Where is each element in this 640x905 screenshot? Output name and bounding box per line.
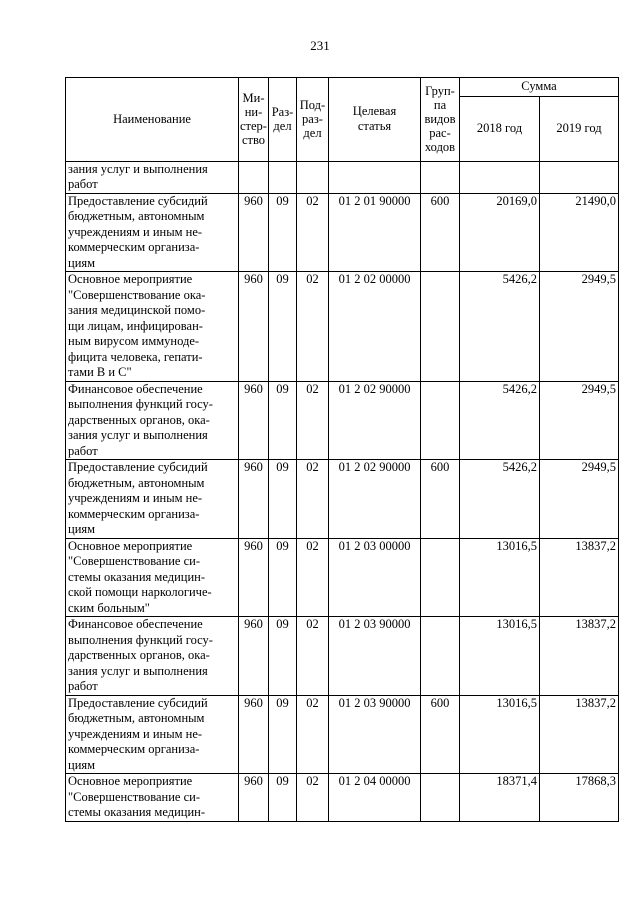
row-subsection: 02	[297, 381, 329, 460]
row-section: 09	[269, 381, 297, 460]
row-sum-2018: 5426,2	[460, 381, 540, 460]
row-sum-2019: 13837,2	[540, 538, 619, 617]
row-sum-2019: 2949,5	[540, 460, 619, 539]
row-ministry: 960	[239, 272, 269, 382]
table-row	[66, 161, 619, 193]
row-sum-2019	[540, 161, 619, 193]
header-subsection: Под- раз- дел	[297, 78, 329, 162]
row-target: 01 2 01 90000	[329, 193, 421, 272]
row-subsection: 02	[297, 538, 329, 617]
table-row	[66, 272, 619, 382]
row-subsection: 02	[297, 774, 329, 822]
header-year-2018: 2018 год	[460, 96, 540, 161]
row-group	[421, 381, 460, 460]
row-section: 09	[269, 460, 297, 539]
row-section: 09	[269, 193, 297, 272]
row-name: Основное мероприятие "Совершенствование си- стемы оказания медицин- ской помощи наркологиче- ским больным"	[66, 538, 239, 617]
row-section: 09	[269, 617, 297, 696]
table-row	[66, 381, 619, 460]
row-section: 09	[269, 272, 297, 382]
row-name: Предоставление субсидий бюджетным, автономным учреждениям и иным не- коммерческим организа- циям	[66, 193, 239, 272]
row-subsection: 02	[297, 272, 329, 382]
row-group: 600	[421, 460, 460, 539]
row-section: 09	[269, 538, 297, 617]
row-subsection: 02	[297, 193, 329, 272]
row-target: 01 2 02 90000	[329, 460, 421, 539]
row-sum-2018: 13016,5	[460, 695, 540, 774]
row-target: 01 2 02 00000	[329, 272, 421, 382]
row-sum-2019: 13837,2	[540, 695, 619, 774]
row-target: 01 2 03 90000	[329, 617, 421, 696]
row-sum-2018: 5426,2	[460, 460, 540, 539]
row-group	[421, 538, 460, 617]
row-sum-2018	[460, 161, 540, 193]
header-year-2019: 2019 год	[540, 96, 619, 161]
row-subsection	[297, 161, 329, 193]
row-sum-2019: 2949,5	[540, 272, 619, 382]
row-group	[421, 774, 460, 822]
header-group: Груп- па видов рас- ходов	[421, 78, 460, 162]
row-target	[329, 161, 421, 193]
row-target: 01 2 02 90000	[329, 381, 421, 460]
row-ministry: 960	[239, 193, 269, 272]
row-sum-2018: 13016,5	[460, 617, 540, 696]
row-subsection: 02	[297, 617, 329, 696]
row-group: 600	[421, 695, 460, 774]
table-row	[66, 695, 619, 774]
row-ministry: 960	[239, 695, 269, 774]
row-subsection: 02	[297, 460, 329, 539]
page-number: 231	[310, 38, 330, 53]
budget-table	[65, 77, 619, 822]
row-name: Предоставление субсидий бюджетным, автономным учреждениям и иным не- коммерческим организа- циям	[66, 695, 239, 774]
header-section: Раз- дел	[269, 78, 297, 162]
row-group: 600	[421, 193, 460, 272]
table-row	[66, 774, 619, 822]
row-target: 01 2 03 00000	[329, 538, 421, 617]
row-sum-2018: 5426,2	[460, 272, 540, 382]
row-ministry: 960	[239, 381, 269, 460]
header-name: Наименование	[66, 78, 239, 162]
row-name: зания услуг и выполнения работ	[66, 161, 239, 193]
row-ministry: 960	[239, 538, 269, 617]
row-group	[421, 161, 460, 193]
header-sum: Сумма	[460, 78, 619, 97]
row-name: Финансовое обеспечение выполнения функций госу- дарственных органов, ока- зания услуг и выполнения работ	[66, 617, 239, 696]
row-sum-2019: 17868,3	[540, 774, 619, 822]
table-row	[66, 460, 619, 539]
row-group	[421, 272, 460, 382]
row-ministry: 960	[239, 617, 269, 696]
header-ministry: Ми- ни- стер- ство	[239, 78, 269, 162]
table-row	[66, 538, 619, 617]
row-subsection: 02	[297, 695, 329, 774]
row-sum-2019: 2949,5	[540, 381, 619, 460]
row-sum-2019: 13837,2	[540, 617, 619, 696]
row-sum-2018: 20169,0	[460, 193, 540, 272]
row-group	[421, 617, 460, 696]
row-ministry: 960	[239, 774, 269, 822]
row-name: Предоставление субсидий бюджетным, автономным учреждениям и иным не- коммерческим организа- циям	[66, 460, 239, 539]
row-name: Основное мероприятие "Совершенствование ока- зания медицинской помо- щи лицам, инфицирован- ным вирусом иммуноде- фицита человека, гепати- тами В и С"	[66, 272, 239, 382]
header-target: Целевая статья	[329, 78, 421, 162]
table-row	[66, 617, 619, 696]
row-sum-2018: 13016,5	[460, 538, 540, 617]
row-name: Финансовое обеспечение выполнения функций госу- дарственных органов, ока- зания услуг и выполнения работ	[66, 381, 239, 460]
row-target: 01 2 03 90000	[329, 695, 421, 774]
row-sum-2019: 21490,0	[540, 193, 619, 272]
row-section	[269, 161, 297, 193]
row-section: 09	[269, 695, 297, 774]
row-ministry	[239, 161, 269, 193]
row-ministry: 960	[239, 460, 269, 539]
row-name: Основное мероприятие "Совершенствование си- стемы оказания медицин-	[66, 774, 239, 822]
row-sum-2018: 18371,4	[460, 774, 540, 822]
table-row	[66, 193, 619, 272]
row-target: 01 2 04 00000	[329, 774, 421, 822]
row-section: 09	[269, 774, 297, 822]
